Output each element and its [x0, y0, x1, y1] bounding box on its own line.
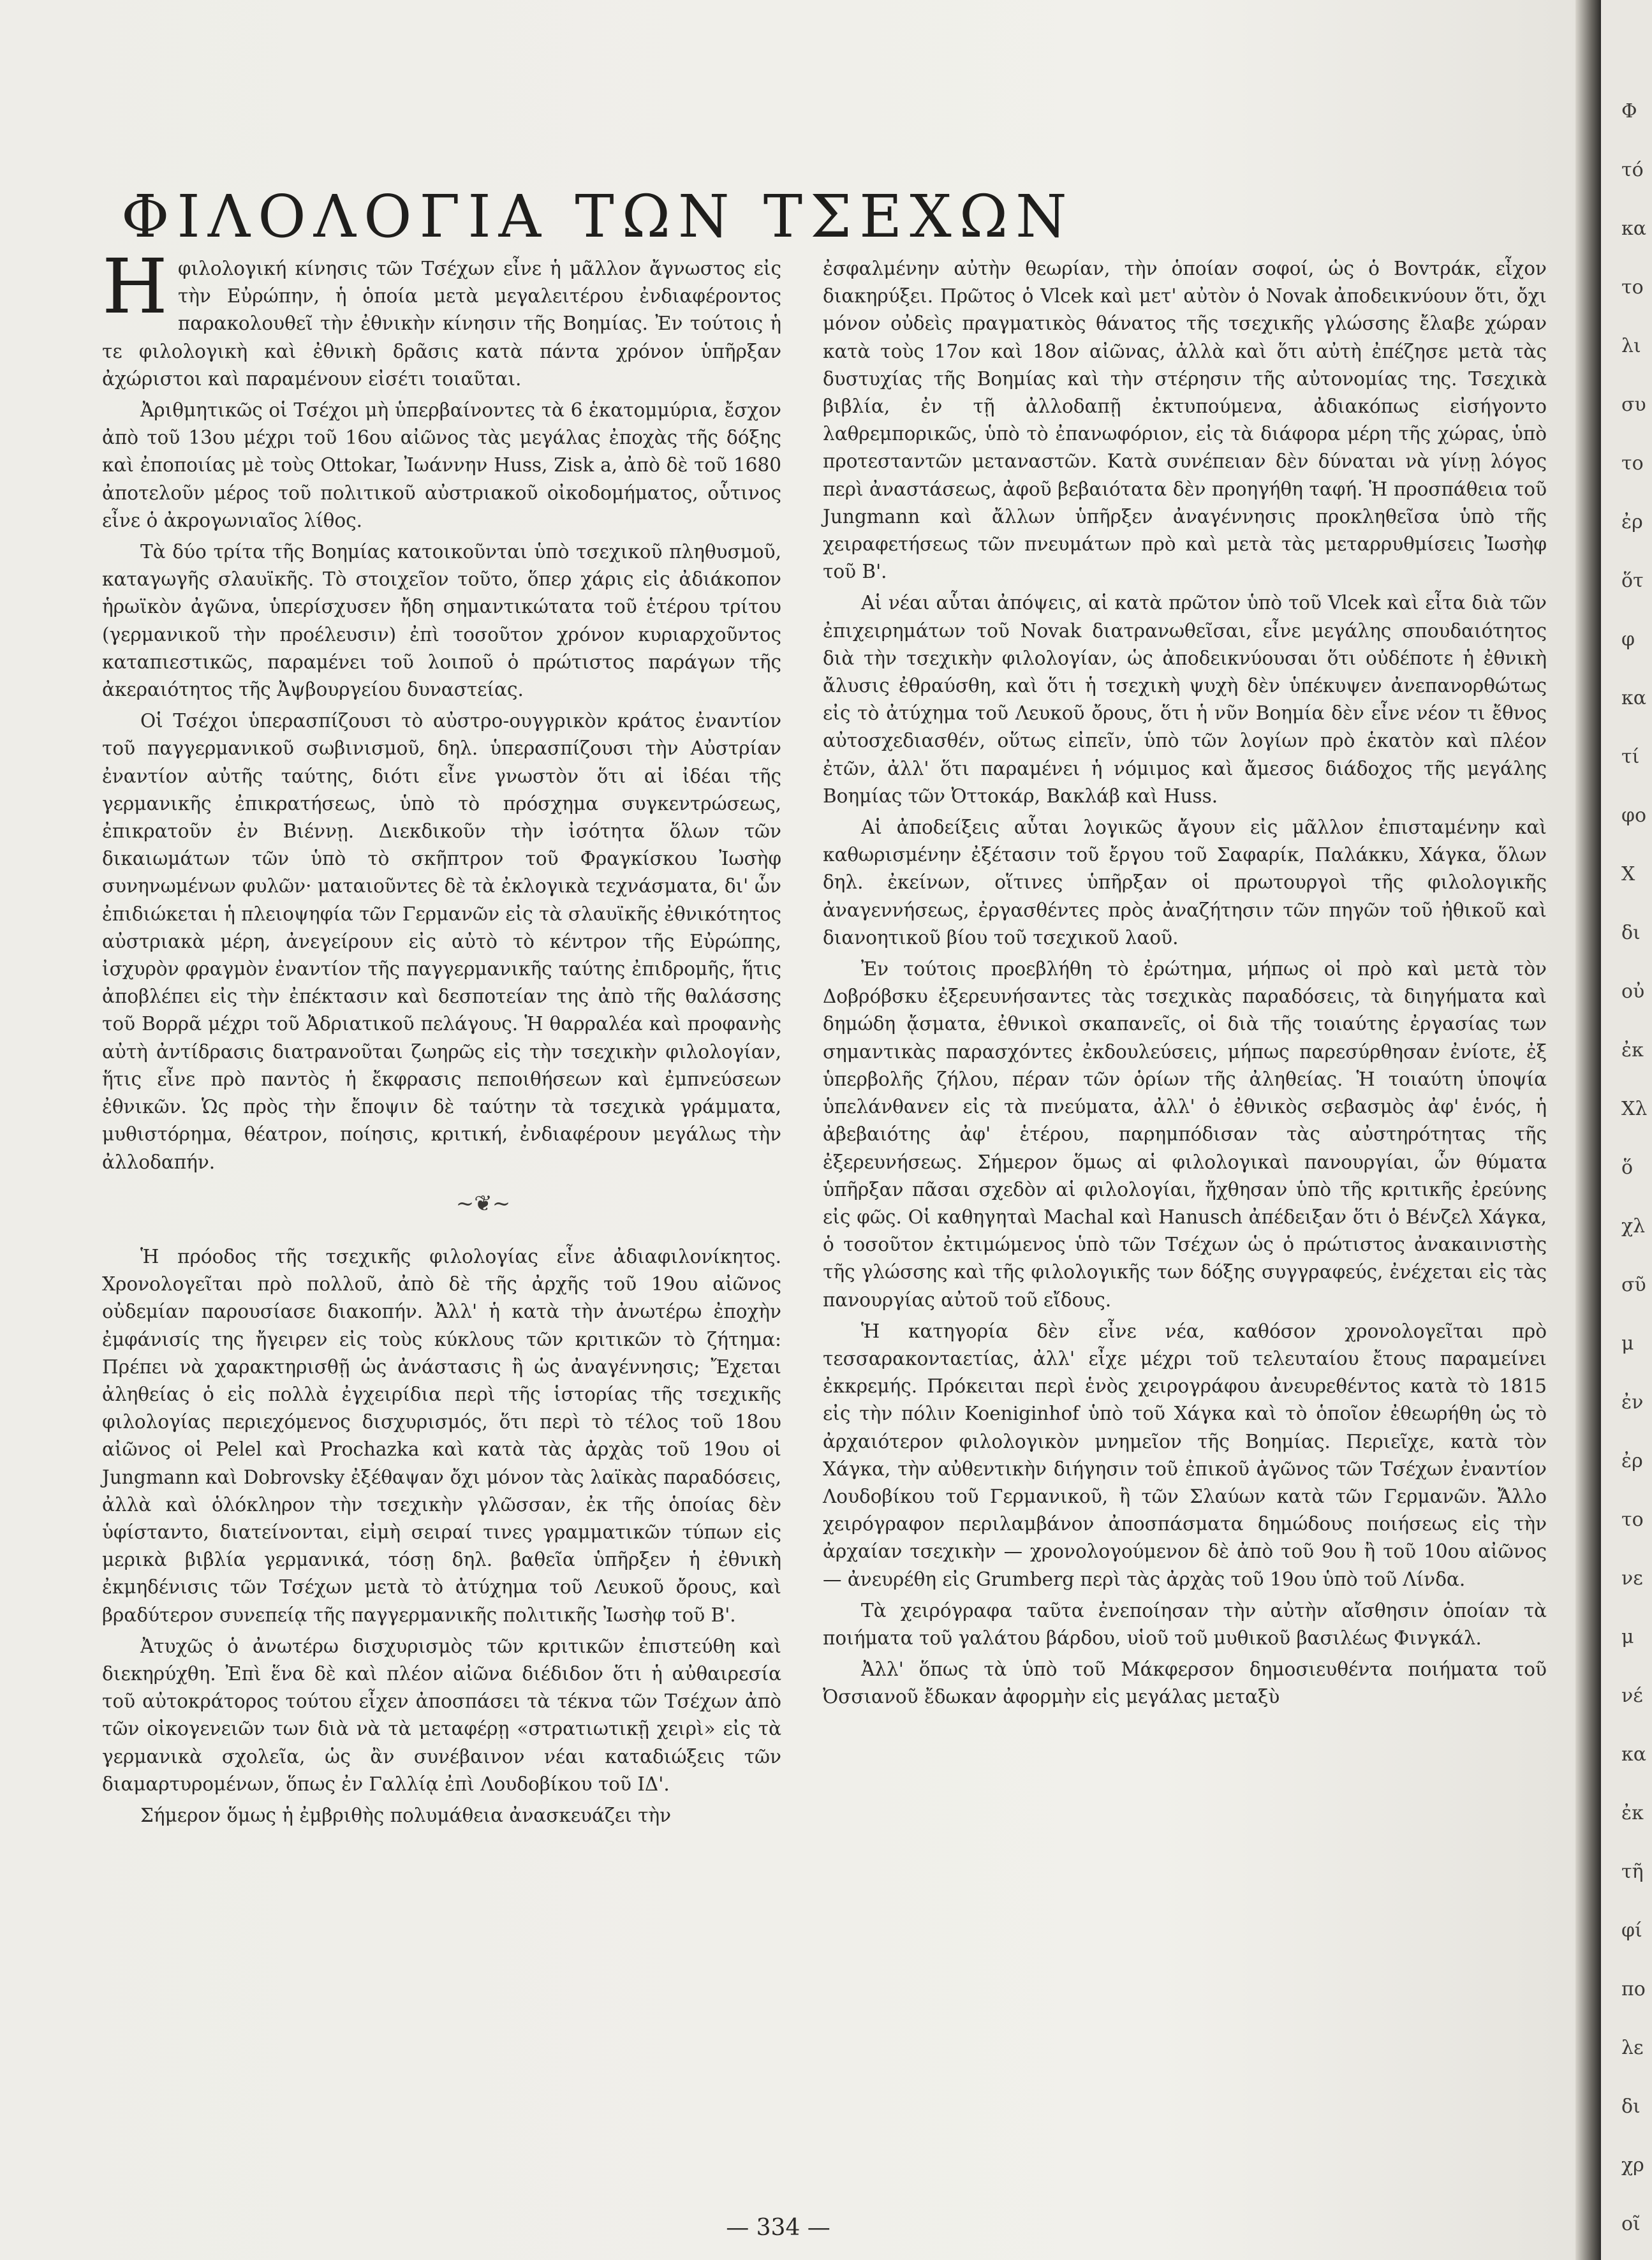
adjacent-page-fragment: ἐρ — [1621, 1450, 1643, 1472]
adjacent-page-fragment: τί — [1621, 746, 1640, 768]
adjacent-page-fragment: οὐ — [1621, 980, 1645, 1003]
adjacent-page-fragment: οῖ — [1621, 2213, 1641, 2235]
paragraph: Ἀλλ' ὅπως τὰ ὑπὸ τοῦ Μάκφερσον δημοσιευθέντα ποιήματα τοῦ Ὀσσιανοῦ ἔδωκαν ἀφορμὴν εἰς μεγάλας μεταξὺ — [823, 1658, 1547, 1708]
section-ornament: ~❦~ — [455, 1190, 511, 1216]
adjacent-page-fragment: ἐκ — [1621, 1802, 1644, 1824]
page-gutter — [1575, 0, 1601, 2260]
adjacent-page-fragment: λι — [1621, 335, 1641, 357]
paragraph: Ἐν τούτοις προεβλήθη τὸ ἐρώτημα, μήπως οἱ πρὸ καὶ μετὰ τὸν Δοβρόβσκυ ἐξερευνήσαντες τὰς τσεχικὰς παραδόσεις, τὰ διηγήματα καὶ δημώδη ᾄσματα, ἐθνικοὶ σκαπανεῖς, οἱ διὰ τῆς τοιαύτης ἐργασίας των σημαντικὰς παρασχόντες ἐκδουλεύσεις, μήπως παρεσύρθησαν ἐνίοτε, ἐξ ὑπερβολῆς ζήλου, πέραν τῶν ὁρίων τῆς ἀληθείας. Ἡ τοιαύτη ὑποψία ὑπελάνθανεν εἰς τὰ πνεύματα, ἀλλ' ὁ ἐθνικὸς σεβασμὸς ἀφ' ἑνός, ἡ ἀβεβαιότης ἀφ' ἑτέρου, παρημπόδισαν τὰς αὐστηρότητας τῆς ἐξερευνήσεως. Σήμερον ὅμως αἱ φιλολογικαὶ πανουργίαι, ὧν θύματα ὑπῆρξαν πᾶσαι σχεδὸν αἱ φιλολογίαι, ἤχθησαν ὑπὸ τῆς κριτικῆς ἐρεύνης εἰς φῶς. Οἱ καθηγηταὶ Machal καὶ Hanusch ἀπέδειξαν ὅτι ὁ Βένζελ Χάγκα, ὁ τοσοῦτον ἐκτιμώμενος ὑπὸ τῶν Τσέχων ὡς ὁ πρώτιστος ἀνακαινιστὴς τῆς γλώσσης καὶ τῆς φιλολογικῆς των δόξης συγγραφεύς, ἐνέχεται εἰς τὰς πανουργίας αὐτοῦ τοῦ εἴδους. — [823, 958, 1547, 1311]
adjacent-page-fragment: πο — [1621, 1978, 1646, 2000]
paragraph-text: φιλολογική κίνησις τῶν Τσέχων εἶνε ἡ μᾶλλον ἄγνωστος εἰς τὴν Εὐρώπην, ἡ ὁποία μετὰ μεγαλειτέρου ἐνδιαφέροντος παρακολουθεῖ τὴν ἐθνικὴν κίνησιν τῆς Βοημίας. Ἐν τούτοις ἡ τε φιλολογικὴ καὶ ἐθνικὴ δρᾶσις κατὰ πάντα χρόνον ὑπῆρξαν ἀχώριστοι καὶ παραμένουν εἰσέτι τοιαῦται. — [102, 258, 781, 390]
adjacent-page-fragment: Φ — [1621, 100, 1637, 122]
adjacent-page-fragment: νέ — [1621, 1685, 1643, 1707]
paragraph: Ἡ πρόοδος τῆς τσεχικῆς φιλολογίας εἶνε ἀδιαφιλονίκητος. Χρονολογεῖται πρὸ πολλοῦ, ἀπὸ δὲ τῆς ἀρχῆς τοῦ 19ου αἰῶνος οὐδεμίαν παρουσίασε διακοπήν. Ἀλλ' ἡ κατὰ τὴν ἀνωτέρω ἐποχὴν ἐμφάνισίς της ἤγειρεν εἰς τοὺς κύκλους τῶν κριτικῶν τὸ ζήτημα: Πρέπει νὰ χαρακτηρισθῇ ὡς ἀνάστασις ἢ ὡς ἀναγέννησις; Ἔχεται ἀληθείας ὁ εἰς πολλὰ ἐγχειρίδια περὶ τῆς ἱστορίας τῆς τσεχικῆς φιλολογίας περιεχόμενος δισχυρισμός, ὅτι περὶ τὸ τέλος τοῦ 18ου αἰῶνος οἱ Pelel καὶ Prochazka καὶ κατὰ τὰς ἀρχὰς τοῦ 19ου οἱ Jungmann καὶ Dobrovsky ἐξέθαψαν ὄχι μόνον τὰς λαϊκὰς παραδόσεις, ἀλλὰ καὶ ὁλόκληρον τὴν τσεχικὴν γλῶσσαν, ἐκ τῆς ὁποίας δὲν ὑφίσταντο, διατείνονται, εἰμὴ σειραί τινες γραμματικῶν τύπων εἰς μερικὰ βιβλία γερμανικά, τόσῃ δηλ. βαθεῖα ὑπῆρξεν ἡ ἐθνικὴ ἐκμηδένισις τῶν Τσέχων μετὰ τὸ ἀτύχημα τοῦ Λευκοῦ ὄρους, καὶ βραδύτερον συνεπείᾳ τῆς παγγερμανικῆς πολιτικῆς Ἰωσὴφ τοῦ Β'. — [102, 1245, 781, 1626]
adjacent-page-fragment: τό — [1621, 159, 1644, 181]
adjacent-page-fragment: φο — [1621, 804, 1647, 827]
right-text-column — [823, 255, 1547, 1715]
adjacent-page-fragment: ἐν — [1621, 1391, 1644, 1414]
adjacent-page-edge — [1601, 0, 1652, 2260]
paragraph: Σήμερον ὅμως ἡ ἐμβριθὴς πολυμάθεια ἀνασκευάζει τὴν — [140, 1804, 672, 1826]
adjacent-page-fragment: δι — [1621, 2095, 1641, 2118]
adjacent-page-fragment: Χλ — [1621, 1098, 1648, 1120]
article-title: ΦΙΛΟΛΟΓΙΑ ΤΩΝ ΤΣΕΧΩΝ — [121, 182, 1075, 251]
adjacent-page-fragment: μ — [1621, 1626, 1634, 1648]
drop-cap: Η — [102, 242, 168, 330]
adjacent-page-fragment: ἐκ — [1621, 1039, 1644, 1061]
adjacent-page-fragment: συ — [1621, 394, 1646, 416]
adjacent-page-fragment: κα — [1621, 1743, 1647, 1766]
adjacent-page-fragment: δι — [1621, 922, 1641, 944]
paragraph: Τὰ χειρόγραφα ταῦτα ἐνεποίησαν τὴν αὐτὴν αἴσθησιν ὁποίαν τὰ ποιήματα τοῦ γαλάτου βάρδου, υἱοῦ τοῦ μυθικοῦ βασιλέως Φινγκάλ. — [823, 1599, 1547, 1649]
paragraph: Αἱ ἀποδείξεις αὗται λογικῶς ἄγουν εἰς μᾶλλον ἐπισταμένην καὶ καθωρισμένην ἐξέτασιν τοῦ ἔργου τοῦ Σαφαρίκ, Παλάκκυ, Χάγκα, ὅλων δηλ. ἐκείνων, οἵτινες ὑπῆρξαν οἱ πρωτουργοὶ τῆς φιλολογικῆς ἀναγεννήσεως, ἐργασθέντες πρὸς ἀναζήτησιν τῶν πηγῶν τοῦ ἠθικοῦ καὶ διανοητικοῦ βίου τοῦ τσεχικοῦ λαοῦ. — [823, 816, 1547, 949]
paragraph: Ἡ κατηγορία δὲν εἶνε νέα, καθόσον χρονολογεῖται πρὸ τεσσαρακονταετίας, ἀλλ' εἶχε μέχρι τοῦ τελευταίου ἔτους παραμείνει ἐκκρεμής. Πρόκειται περὶ ἑνὸς χειρογράφου ἀνευρεθέντος κατὰ τὸ 1815 εἰς τὴν πόλιν Koeniginhof ὑπὸ τοῦ Χάγκα καὶ τὸ ὁποῖον ἐθεωρήθη ὡς τὸ ἀρχαιότερον φιλολογικὸν μνημεῖον τῆς Βοημίας. Περιεῖχε, κατὰ τὸν Χάγκα, τὴν αὐθεντικὴν διήγησιν τοῦ ἐπικοῦ ἀγῶνος τῶν Τσέχων ἐναντίον Λουδοβίκου τοῦ Γερμανικοῦ, ἢ τῶν Σλαύων κατὰ τῶν Γερμανῶν. Ἄλλο χειρόγραφον περιλαμβάνον ἀποσπάσματα δημώδους ποιήσεως εἰς τὴν ἀρχαίαν τσεχικὴν — χρονολογούμενον δὲ ἀπὸ τοῦ 9ου ἢ τοῦ 10ου αἰῶνος — ἀνευρέθη εἰς Grumberg περὶ τὰς ἀρχὰς τοῦ 19ου ὑπὸ τοῦ Λίνδα. — [823, 1320, 1547, 1590]
adjacent-page-fragment: ἐρ — [1621, 511, 1643, 533]
adjacent-page-fragment: ὅ — [1621, 1156, 1634, 1179]
adjacent-page-fragment: χρ — [1621, 2154, 1644, 2176]
adjacent-page-fragment: τῆ — [1621, 1861, 1644, 1883]
adjacent-page-fragment: κα — [1621, 687, 1647, 709]
page-number: — 334 — — [726, 2215, 830, 2241]
adjacent-page-fragment: λε — [1621, 2037, 1644, 2059]
paragraph: Ἀτυχῶς ὁ ἀνωτέρω δισχυρισμὸς τῶν κριτικῶν ἐπιστεύθη καὶ διεκηρύχθη. Ἐπὶ ἕνα δὲ καὶ πλέον αἰῶνα διέδιδον ὅτι ἡ αὐθαιρεσία τοῦ αὐτοκράτορος τούτου εἶχεν ἀποσπάσει τὰ τέκνα τῶν Τσέχων ἀπὸ τῶν οἰκογενειῶν των διὰ νὰ τὰ μεταφέρῃ «στρατιωτικῇ χειρὶ» εἰς τὰ γερμανικὰ σχολεῖα, ὡς ἂν συνέβαινον νέαι καταδιώξεις τῶν διαμαρτυρομένων, ὅπως ἐν Γαλλίᾳ ἐπὶ Λουδοβίκου τοῦ ΙΔ'. — [102, 1635, 781, 1795]
paragraph — [102, 242, 781, 393]
paragraph: ἐσφαλμένην αὐτὴν θεωρίαν, τὴν ὁποίαν σοφοί, ὡς ὁ Bovτράκ, εἶχον διακηρύξει. Πρῶτος ὁ Vlcek καὶ μετ' αὐτὸν ὁ Novak ἀποδεικνύουν ὅτι, ὄχι μόνον οὐδεὶς πραγματικὸς θάνατος τῆς τσεχικῆς γλώσσης ἔλαβε χώραν κατὰ τοὺς 17ον καὶ 18ον αἰῶνας, ἀλλὰ καὶ ὅτι αὐτὴ ἐπέζησε μετὰ τὰς δυστυχίας τῆς Βοημίας καὶ τὴν στέρησιν τῆς αὐτονομίας της. Τσεχικὰ βιβλία, ἐν τῇ ἀλλοδαπῇ ἐκτυπούμενα, ἀδιακόπως εἰσήγοντο λαθρεμπορικῶς, ὑπὸ τὸ ἐπανωφόριον, εἰς τὰ διάφορα μέρη τῆς χώρας, ὑπὸ προτεσταντῶν μεταναστῶν. Κατὰ συνέπειαν δὲν δύναται νὰ γίνῃ λόγος περὶ ἀναστάσεως, ἀφοῦ βεβαιότατα δὲν προηγήθη ταφή. Ἡ προσπάθεια τοῦ Jungmann καὶ ἄλλων ὑπῆρξεν ἀναγέννησις προκληθεῖσα ὑπὸ τῆς χειραφετήσεως τῶν πνευμάτων πρὸ καὶ μετὰ τὰς μεταρρυθμίσεις Ἰωσὴφ τοῦ Β'. — [823, 258, 1547, 583]
left-text-column — [102, 242, 781, 1833]
adjacent-page-fragment: χλ — [1621, 1215, 1646, 1237]
adjacent-page-fragment: φί — [1621, 1919, 1642, 1942]
paragraph: Οἱ Τσέχοι ὑπερασπίζουσι τὸ αὐστρο-ουγγρικὸν κράτος ἐναντίον τοῦ παγγερμανικοῦ σωβινισμοῦ, δηλ. ὑπερασπίζουσι τὴν Αὐστρίαν ἐναντίον αὐτῆς ταύτης, διότι εἶνε γνωστὸν ὅτι αἱ ἰδέαι τῆς γερμανικῆς ἐπικρατήσεως, ὑπὸ τὸ πρόσχημα συγκεντρώσεως, ἐπικρατοῦν ἐν Βιέννῃ. Διεκδικοῦν τὴν ἰσότητα ὅλων τῶν δικαιωμάτων τῶν ὑπὸ τὸ σκῆπτρον τοῦ Φραγκίσκου Ἰωσὴφ συνηνωμένων φυλῶν· ματαιοῦντες δὲ τὰ ἐκλογικὰ τεχνάσματα, δι' ὧν ἐπιδιώκεται ἡ πλειοψηφία τῶν Γερμανῶν εἰς τὰ σλαυϊκῆς ἐθνικότητος αὐστριακὰ μέρη, ἀνεγείρουν εἰς αὐτὸ τὸ κέντρον τῆς Εὐρώπης, ἰσχυρὸν φραγμὸν ἐναντίον τῆς παγγερμανικῆς ταύτης ἐπιδρομῆς, ἥτις ἀποβλέπει εἰς τὴν ἐπέκτασιν καὶ δεσποτείαν της ἀπὸ τῆς θαλάσσης τοῦ Βορρᾶ μέχρι τοῦ Ἀδριατικοῦ πελάγους. Ἡ θαρραλέα καὶ προφανὴς αὐτὴ ἀντίδρασις διατρανοῦται ζωηρῶς εἰς τὴν τσεχικὴν φιλολογίαν, ἥτις εἶνε πρὸ παντὸς ἡ ἔκφρασις πεποιθήσεων καὶ ἐμπνεύσεων ἐθνικῶν. Ὡς πρὸς τὴν ἔποψιν δὲ ταύτην τὰ τσεχικὰ γράμματα, μυθιστόρημα, θέατρον, ποίησις, κριτική, ἐνδιαφέρουν μεγάλως τὴν ἀλλοδαπήν. — [102, 710, 781, 1173]
adjacent-page-fragment: το — [1621, 452, 1644, 475]
adjacent-page-fragment: μ — [1621, 1333, 1634, 1355]
adjacent-page-fragment: Χ — [1621, 863, 1635, 885]
adjacent-page-fragment: νε — [1621, 1567, 1643, 1590]
adjacent-page-fragment: το — [1621, 276, 1644, 299]
adjacent-page-fragment: κα — [1621, 218, 1647, 240]
adjacent-page-fragment: ὅτ — [1621, 570, 1644, 592]
paragraph: Αἱ νέαι αὗται ἀπόψεις, αἱ κατὰ πρῶτον ὑπὸ τοῦ Vlcek καὶ εἶτα διὰ τῶν ἐπιχειρημάτων τοῦ Novak διατρανωθεῖσαι, εἶνε μεγάλης σπουδαιότητος διὰ τὴν τσεχικὴν φιλολογίαν, ὡς ἀποδεικνύουσαι ὅτι οὐδέποτε ἡ ἐθνικὴ ἄλυσις ἐθραύσθη, καὶ ὅτι ἡ τσεχικὴ ψυχὴ δὲν ὑπέκυψεν ἀνεπανορθώτως εἰς τὸ ἀτύχημα τοῦ Λευκοῦ ὄρους, ὅτι ἡ νῦν Βοημία δὲν εἶνε νέον τι ἔθνος αὐτοσχεδιασθέν, οὕτως εἰπεῖν, ὑπὸ τῶν λογίων πρὸ ἑκατὸν καὶ πλέον ἐτῶν, ἀλλ' ὅτι παραμένει ἡ νόμιμος καὶ ἄμεσος διάδοχος τῆς μεγάλης Βοημίας τῶν Ὀττοκάρ, Βακλάβ καὶ Huss. — [823, 592, 1547, 807]
adjacent-page-fragment: το — [1621, 1509, 1644, 1531]
paragraph: Τὰ δύο τρίτα τῆς Βοημίας κατοικοῦνται ὑπὸ τσεχικοῦ πληθυσμοῦ, καταγωγῆς σλαυϊκῆς. Τὸ στοιχεῖον τοῦτο, ὅπερ χάρις εἰς ἀδιάκοπον ἡρωϊκὸν ἀγῶνα, ὑπερίσχυσεν ἤδη σημαντικώτατα τοῦ ἑτέρου τρίτου (γερμανικοῦ τὴν προέλευσιν) ἐπὶ τοσοῦτον χρόνον κυριαρχοῦντος καταπιεστικῶς, παραμένει τοῦ λοιποῦ ὁ πρώτιστος παράγων τῆς ἀκεραιότητος τῆς Ἀψβουργείου δυναστείας. — [102, 541, 781, 701]
adjacent-page-fragment: φ — [1621, 628, 1635, 651]
paragraph: Ἀριθμητικῶς οἱ Τσέχοι μὴ ὑπερβαίνοντες τὰ 6 ἑκατομμύρια, ἔσχον ἀπὸ τοῦ 13ου μέχρι τοῦ 16ου αἰῶνος τὰς μεγάλας ἐποχὰς τῆς δόξης καὶ ἐποποιίας μὲ τοὺς Ottokar, Ἰωάννην Huss, Zisk a, ἀπὸ δὲ τοῦ 1680 ἀποτελοῦν μέρος τοῦ πολιτικοῦ αὐστριακοῦ οἰκοδομήματος, οὗτινος εἶνε ὁ ἀκρογωνιαῖος λίθος. — [102, 399, 781, 531]
adjacent-page-fragment: σῦ — [1621, 1274, 1646, 1296]
